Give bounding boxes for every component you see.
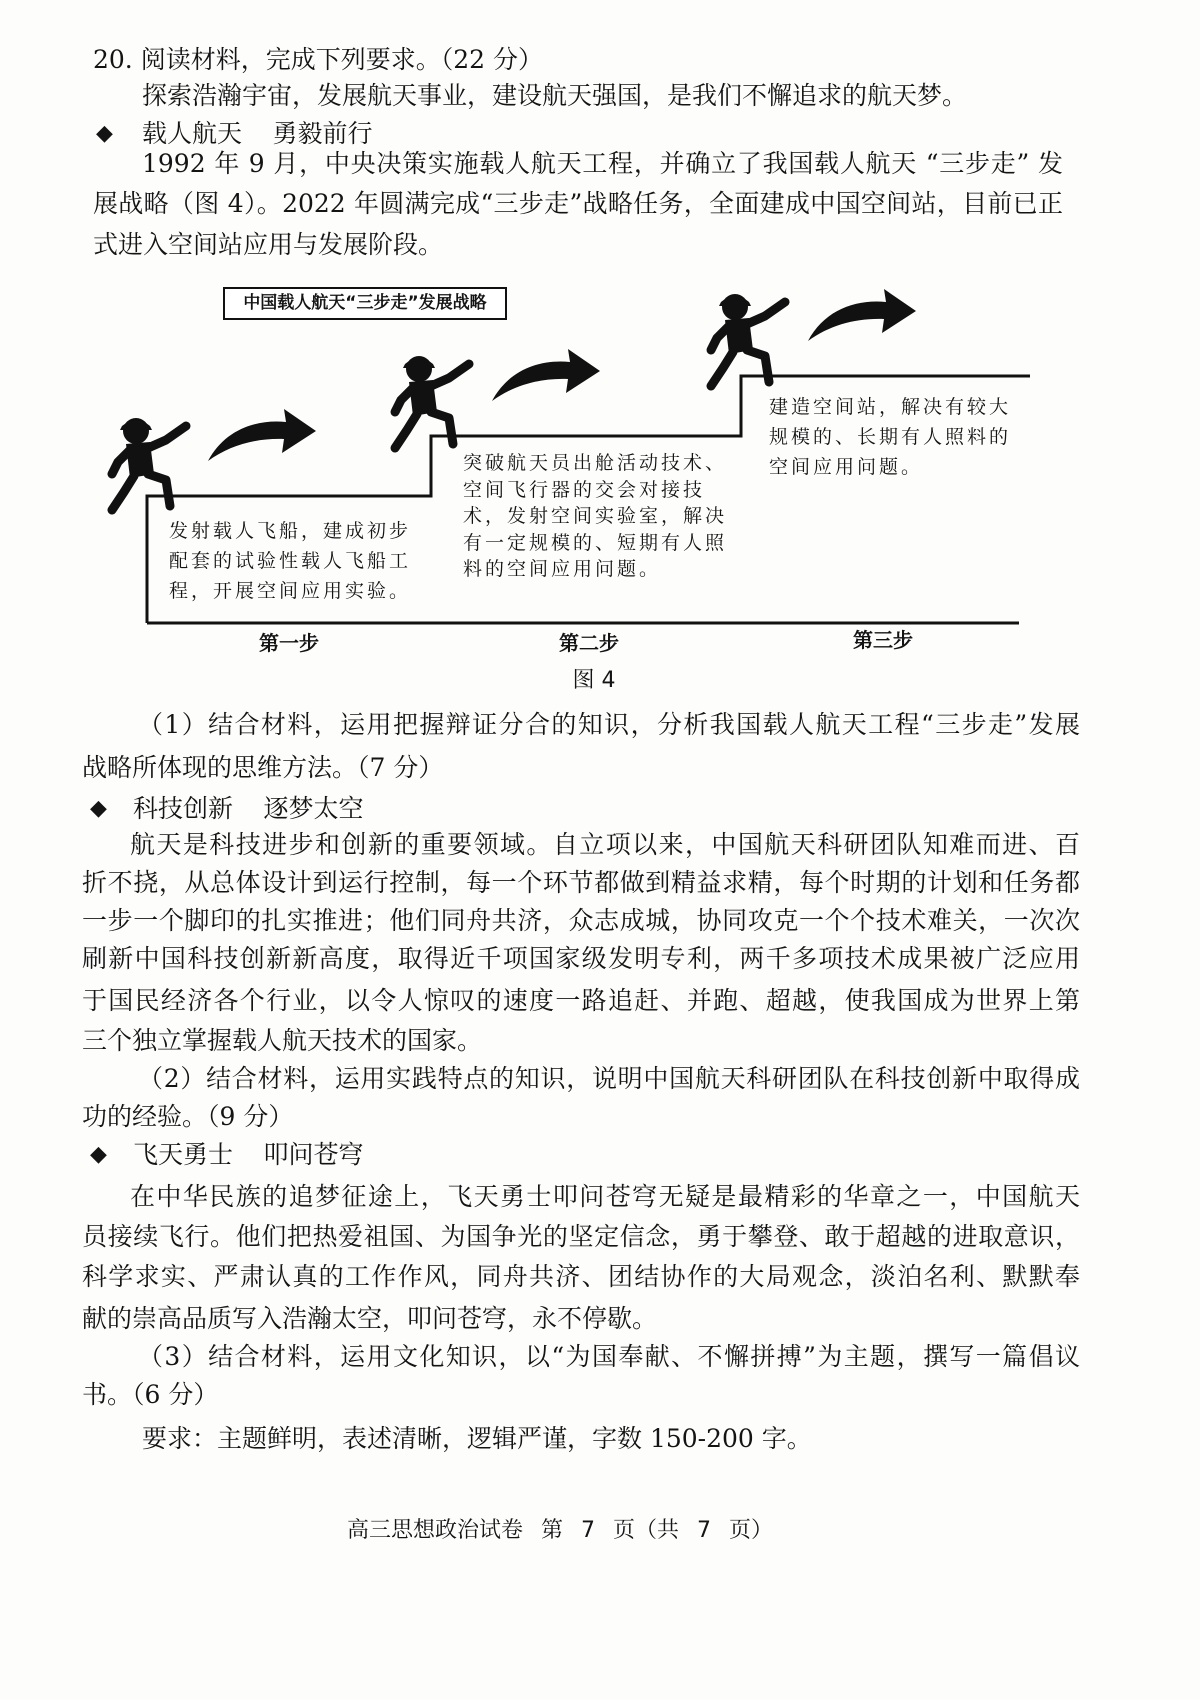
climber-figure-step3 [711, 294, 785, 386]
question1-line: 战略所体现的思维方法。（7 分） [82, 753, 444, 782]
question-intro: 探索浩瀚宇宙，发展航天事业，建设航天强国，是我们不懈追求的航天梦。 [142, 81, 968, 110]
step1-line: 程，开展空间应用实验。 [169, 580, 412, 602]
step2-line: 突破航天员出舱活动技术、 [463, 452, 728, 474]
question2-line: （2）结合材料，运用实践特点的知识，说明中国航天科研团队在科技创新中取得成 [138, 1064, 1080, 1093]
question3-line: 书。（6 分） [82, 1380, 219, 1409]
question2-line: 功的经验。（9 分） [82, 1102, 294, 1131]
curved-arrow-icon-step2 [492, 349, 600, 401]
step3-line: 规模的、长期有人照料的 [769, 426, 1012, 448]
question1-line: （1）结合材料，运用把握辩证分合的知识，分析我国载人航天工程“三步走”发展 [138, 710, 1080, 739]
section1-paragraph-line: 展战略（图 4）。2022 年圆满完成“三步走”战略任务，全面建成中国空间站，目前已正 [93, 189, 1063, 218]
step2-description [463, 450, 727, 583]
step3-line: 空间应用问题。 [769, 456, 924, 478]
section2-paragraph-line: 刷新中国科技创新新高度，取得近千项国家级发明专利，两千多项技术成果被广泛应用 [82, 944, 1080, 973]
section3-bullet: ◆ [90, 1142, 107, 1167]
question-header: 20. 阅读材料，完成下列要求。（22 分） [93, 45, 543, 74]
step1-description [169, 516, 411, 606]
curved-arrow-icon-step3 [808, 289, 916, 341]
section2-paragraph-line: 三个独立掌握载人航天技术的国家。 [82, 1026, 483, 1055]
section1-paragraph-line: 1992 年 9 月，中央决策实施载人航天工程，并确立了我国载人航天 “三步走” 发 [142, 149, 1063, 178]
step3-description [769, 392, 1011, 482]
step2-label: 第二步 [559, 631, 619, 655]
section1-bullet: ◆ [96, 121, 113, 146]
step2-line: 料的空间应用问题。 [463, 558, 662, 580]
page-footer: 高三思想政治试卷 第 7 页（共 7 页） [347, 1518, 773, 1543]
section2-bullet: ◆ [90, 796, 107, 821]
curved-arrow-icon-step1 [208, 409, 316, 461]
section3-paragraph-line: 在中华民族的追梦征途上，飞天勇士叩问苍穹无疑是最精彩的华章之一，中国航天 [130, 1182, 1080, 1211]
section2-title: 科技创新 逐梦太空 [133, 794, 364, 823]
section1-title: 载人航天 勇毅前行 [142, 119, 373, 148]
step1-line: 发射载人飞船，建成初步 [169, 520, 412, 542]
step3-line: 建造空间站，解决有较大 [769, 396, 1012, 418]
figure-caption: 图 4 [572, 668, 616, 693]
section2-paragraph-line: 航天是科技进步和创新的重要领域。自立项以来，中国航天科研团队知难而进、百 [130, 830, 1080, 859]
step1-line: 配套的试验性载人飞船工 [169, 550, 412, 572]
requirement-text: 要求：主题鲜明，表述清晰，逻辑严谨，字数 150-200 字。 [142, 1424, 812, 1453]
step1-label: 第一步 [259, 631, 319, 655]
step2-line: 术，发射空间实验室，解决 [463, 505, 728, 527]
section3-paragraph-line: 科学求实、严肃认真的工作作风，同舟共济、团结协作的大局观念，淡泊名利、默默奉 [82, 1262, 1080, 1291]
section3-title: 飞天勇士 叩问苍穹 [133, 1140, 364, 1169]
section2-paragraph-line: 一步一个脚印的扎实推进；他们同舟共济，众志成城，协同攻克一个个技术难关，一次次 [82, 906, 1080, 935]
section1-paragraph-line: 式进入空间站应用与发展阶段。 [93, 230, 444, 259]
section3-paragraph-line: 员接续飞行。他们把热爱祖国、为国争光的坚定信念，勇于攀登、敢于超越的进取意识， [82, 1222, 1080, 1251]
figure-title: 中国载人航天“三步走”发展战略 [223, 287, 507, 320]
step2-line: 有一定规模的、短期有人照 [463, 531, 728, 554]
step3-label: 第三步 [853, 628, 913, 652]
climber-figure-step2 [395, 356, 469, 448]
step2-line: 空间飞行器的交会对接技 [463, 478, 706, 501]
question3-line: （3）结合材料，运用文化知识，以“为国奉献、不懈拼搏”为主题，撰写一篇倡议 [138, 1342, 1080, 1371]
section2-paragraph-line: 于国民经济各个行业，以令人惊叹的速度一路追赶、并跑、超越，使我国成为世界上第 [82, 986, 1080, 1015]
section3-paragraph-line: 献的崇高品质写入浩瀚太空，叩问苍穹，永不停歇。 [82, 1304, 658, 1333]
section2-paragraph-line: 折不挠，从总体设计到运行控制，每一个环节都做到精益求精，每个时期的计划和任务都 [82, 868, 1080, 897]
